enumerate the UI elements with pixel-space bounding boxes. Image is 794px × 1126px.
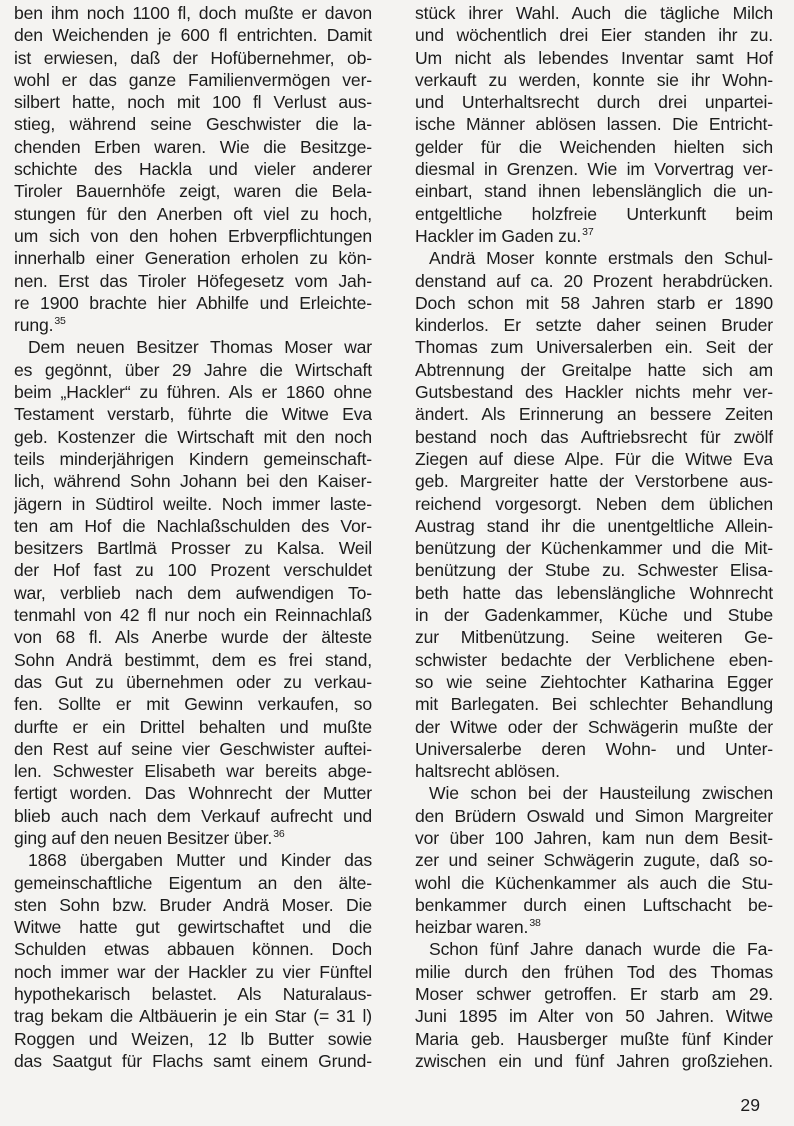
left-column	[14, 2, 372, 1072]
text-line: kinderlos. Er setzte daher seinen Bruder	[415, 315, 773, 336]
text-line: und wöchentlich drei Eier standen ihr zu.	[415, 25, 773, 46]
text-line: fertigt worden. Das Wohnrecht der Mutter	[14, 783, 372, 804]
paragraph-start-line: Dem neuen Besitzer Thomas Moser war	[28, 337, 372, 358]
text-line: ben ihm noch 1100 fl, doch mußte er davon	[14, 3, 372, 23]
text-line: zur Mitbenützung. Seine weiteren Ge-	[415, 627, 773, 648]
text-line: Sohn Andrä bestimmt, dem es frei stand,	[14, 649, 372, 670]
text-line: sten Sohn bzw. Bruder Andrä Moser. Die	[14, 894, 372, 915]
line-text: ging auf den neuen Besitzer über.	[14, 827, 273, 848]
text-line: einbart, stand ihnen lebenslänglich die un-	[415, 181, 773, 202]
text-line: ist erwiesen, daß der Hofübernehmer, ob-	[14, 47, 372, 68]
text-line: reichend vorgesorgt. Neben dem üblichen	[415, 493, 773, 514]
text-line: den Weichenden je 600 fl entrichten. Damit	[14, 25, 372, 46]
paragraph-start-line: 1868 übergaben Mutter und Kinder das	[28, 850, 372, 871]
text-line: stück ihrer Wahl. Auch die tägliche Milch	[415, 3, 773, 23]
right-column	[415, 2, 773, 1072]
text-line: so wie seine Ziehtochter Katharina Egger	[415, 671, 773, 692]
paragraph-start-line: Wie schon bei der Hausteilung zwischen	[429, 783, 773, 804]
text-line: geb. Kostenzer die Wirtschaft mit den noch	[14, 426, 372, 447]
text-line: Universalerbe deren Wohn- und Unter-	[415, 738, 773, 759]
text-line	[14, 314, 372, 336]
text-line: vor über 100 Jahren, kam nun dem Besit-	[415, 827, 773, 848]
text-line: nen. Erst das Tiroler Höfegesetz vom Jah-	[14, 270, 372, 291]
text-line: stungen für den Anerben oft viel zu hoch,	[14, 203, 372, 224]
text-line: Maria geb. Hausberger mußte fünf Kinder	[415, 1028, 773, 1049]
text-line: lich, während Sohn Johann bei den Kaiser-	[14, 471, 372, 492]
text-line: fen. Sollte er mit Gewinn verkaufen, so	[14, 694, 372, 715]
text-line: mit Barlegaten. Bei schlechter Behandlung	[415, 694, 773, 715]
text-line: Abtrennung der Greitalpe hatte sich am	[415, 359, 773, 380]
text-line: zwischen ein und fünf Jahren großziehen.	[415, 1050, 773, 1071]
text-line: den Brüdern Oswald und Simon Margreiter	[415, 805, 773, 826]
footnote-marker: 37	[582, 225, 594, 238]
text-line: gelder für die Weichenden hielten sich	[415, 136, 773, 157]
text-line: von 68 fl. Als Anerbe wurde der älteste	[14, 627, 372, 648]
text-line: haltsrecht ablösen.	[415, 761, 560, 782]
text-line: besitzers Bartlmä Prosser zu Kalsa. Weil	[14, 538, 372, 559]
text-line: len. Schwester Elisabeth war bereits abge-	[14, 761, 372, 782]
text-line: Moser schwer getroffen. Er starb am 29.	[415, 984, 773, 1005]
text-line: und Unterhaltsrecht durch drei unpartei-	[415, 92, 773, 113]
text-line: der Witwe oder der Schwägerin mußte der	[415, 716, 773, 737]
text-line: Roggen und Weizen, 12 lb Butter sowie	[14, 1028, 372, 1049]
line-text: heizbar waren.	[415, 917, 529, 938]
text-line: wohl er das ganze Familienvermögen ver-	[14, 69, 372, 90]
text-line: es gegönnt, über 29 Jahre die Wirtschaft	[14, 359, 372, 380]
text-line: beim „Hackler“ zu führen. Als er 1860 ohne	[14, 382, 372, 403]
text-line: Um nicht als lebendes Inventar samt Hof	[415, 47, 773, 68]
text-line: ändert. Als Erinnerung an bessere Zeiten	[415, 404, 773, 425]
text-line: Doch schon mit 58 Jahren starb er 1890	[415, 292, 773, 313]
text-line: Tiroler Bauernhöfe zeigt, waren die Bela-	[14, 181, 372, 202]
text-line: stieg, während seine Geschwister die la-	[14, 114, 372, 135]
text-line: verkauft zu werden, konnte sie ihr Wohn-	[415, 69, 773, 90]
line-text: Hackler im Gaden zu.	[415, 225, 582, 246]
text-line: geb. Margreiter hatte der Verstorbene aus-	[415, 471, 773, 492]
text-line: war, verblieb nach dem aufwendigen To-	[14, 582, 372, 603]
text-line: noch immer war der Hackler zu vier Fünftel	[14, 961, 372, 982]
text-line: entgeltliche holzfreie Unterkunft beim	[415, 203, 773, 224]
text-line: re 1900 brachte hier Abhilfe und Erleichte-	[14, 292, 372, 313]
text-line: blieb auch nach dem Verkauf aufrecht und	[14, 805, 372, 826]
text-line: schwister bedachte der Verblichene eben-	[415, 649, 773, 670]
text-line	[415, 916, 773, 938]
text-line: durfte er ein Drittel behalten und mußte	[14, 716, 372, 737]
text-line: teils minderjährigen Kindern gemeinschaft-	[14, 448, 372, 469]
text-line: bestand noch das Auftriebsrecht für zwölf	[415, 426, 773, 447]
page-number: 29	[740, 1095, 760, 1115]
text-line: Schulden etwas abbauen können. Doch	[14, 939, 372, 960]
text-line: innerhalb einer Generation erholen zu kön-	[14, 248, 372, 269]
text-line: der Hof fast zu 100 Prozent verschuldet	[14, 560, 372, 581]
text-line: diesmal in Grenzen. Wie im Vorvertrag ver-	[415, 159, 773, 180]
text-line	[14, 827, 372, 849]
text-line: benützung der Stube zu. Schwester Elisa-	[415, 560, 773, 581]
text-line: benkammer durch einen Luftschacht be-	[415, 894, 773, 915]
text-line: denstand auf ca. 20 Prozent herabdrücken.	[415, 270, 773, 291]
text-line: trag bekam die Altbäuerin je ein Star (= 31 l)	[14, 1006, 372, 1027]
line-text: rung.	[14, 315, 54, 336]
text-line: Testament verstarb, führte die Witwe Eva	[14, 404, 372, 425]
text-line: schichte des Hackla und vieler anderer	[14, 159, 372, 180]
text-line: gemeinschaftliche Eigentum an den älte-	[14, 872, 372, 893]
paragraph-start-line: Andrä Moser konnte erstmals den Schul-	[429, 248, 773, 269]
footnote-marker: 38	[529, 917, 541, 930]
text-line: zer und seiner Schwägerin zugute, daß so-	[415, 850, 773, 871]
text-line: ten am Hof die Nachlaßschulden des Vor-	[14, 515, 372, 536]
text-line: Ziegen auf diese Alpe. Für die Witwe Eva	[415, 448, 773, 469]
text-line: Witwe hatte gut gewirtschaftet und die	[14, 917, 372, 938]
text-line: das Gut zu übernehmen oder zu verkau-	[14, 671, 372, 692]
text-line: Juni 1895 im Alter von 50 Jahren. Witwe	[415, 1006, 773, 1027]
text-line: Gutsbestand des Hackler nichts mehr ver-	[415, 382, 773, 403]
text-line: silbert hatte, noch mit 100 fl Verlust aus-	[14, 92, 372, 113]
footnote-marker: 35	[54, 315, 66, 328]
text-line: in der Gadenkammer, Küche und Stube	[415, 605, 773, 626]
text-line: Thomas zum Universalerben ein. Seit der	[415, 337, 773, 358]
paragraph-start-line: Schon fünf Jahre danach wurde die Fa-	[429, 939, 773, 960]
text-line: milie durch den frühen Tod des Thomas	[415, 961, 773, 982]
text-line	[415, 225, 773, 247]
text-line: ische Männer ablösen lassen. Die Entricht-	[415, 114, 773, 135]
text-line: jägern in Südtirol weilte. Noch immer laste-	[14, 493, 372, 514]
text-line: benützung der Küchenkammer und die Mit-	[415, 538, 773, 559]
text-line: Austrag stand ihr die unentgeltliche Allein-	[415, 515, 773, 536]
text-line: beth hatte das lebenslängliche Wohnrecht	[415, 582, 773, 603]
text-line: hypothekarisch belastet. Als Naturalaus-	[14, 984, 372, 1005]
text-line: das Saatgut für Flachs samt einem Grund-	[14, 1050, 372, 1071]
text-line: tenmahl von 42 fl nur noch ein Reinnachlaß	[14, 605, 372, 626]
text-line: um sich von den hohen Erbverpflichtungen	[14, 225, 372, 246]
footnote-marker: 36	[273, 827, 285, 840]
text-line: wohl die Küchenkammer als auch die Stu-	[415, 872, 773, 893]
text-line: den Rest auf seine vier Geschwister auftei-	[14, 738, 372, 759]
text-line: chenden Erben waren. Wie die Besitzge-	[14, 136, 372, 157]
